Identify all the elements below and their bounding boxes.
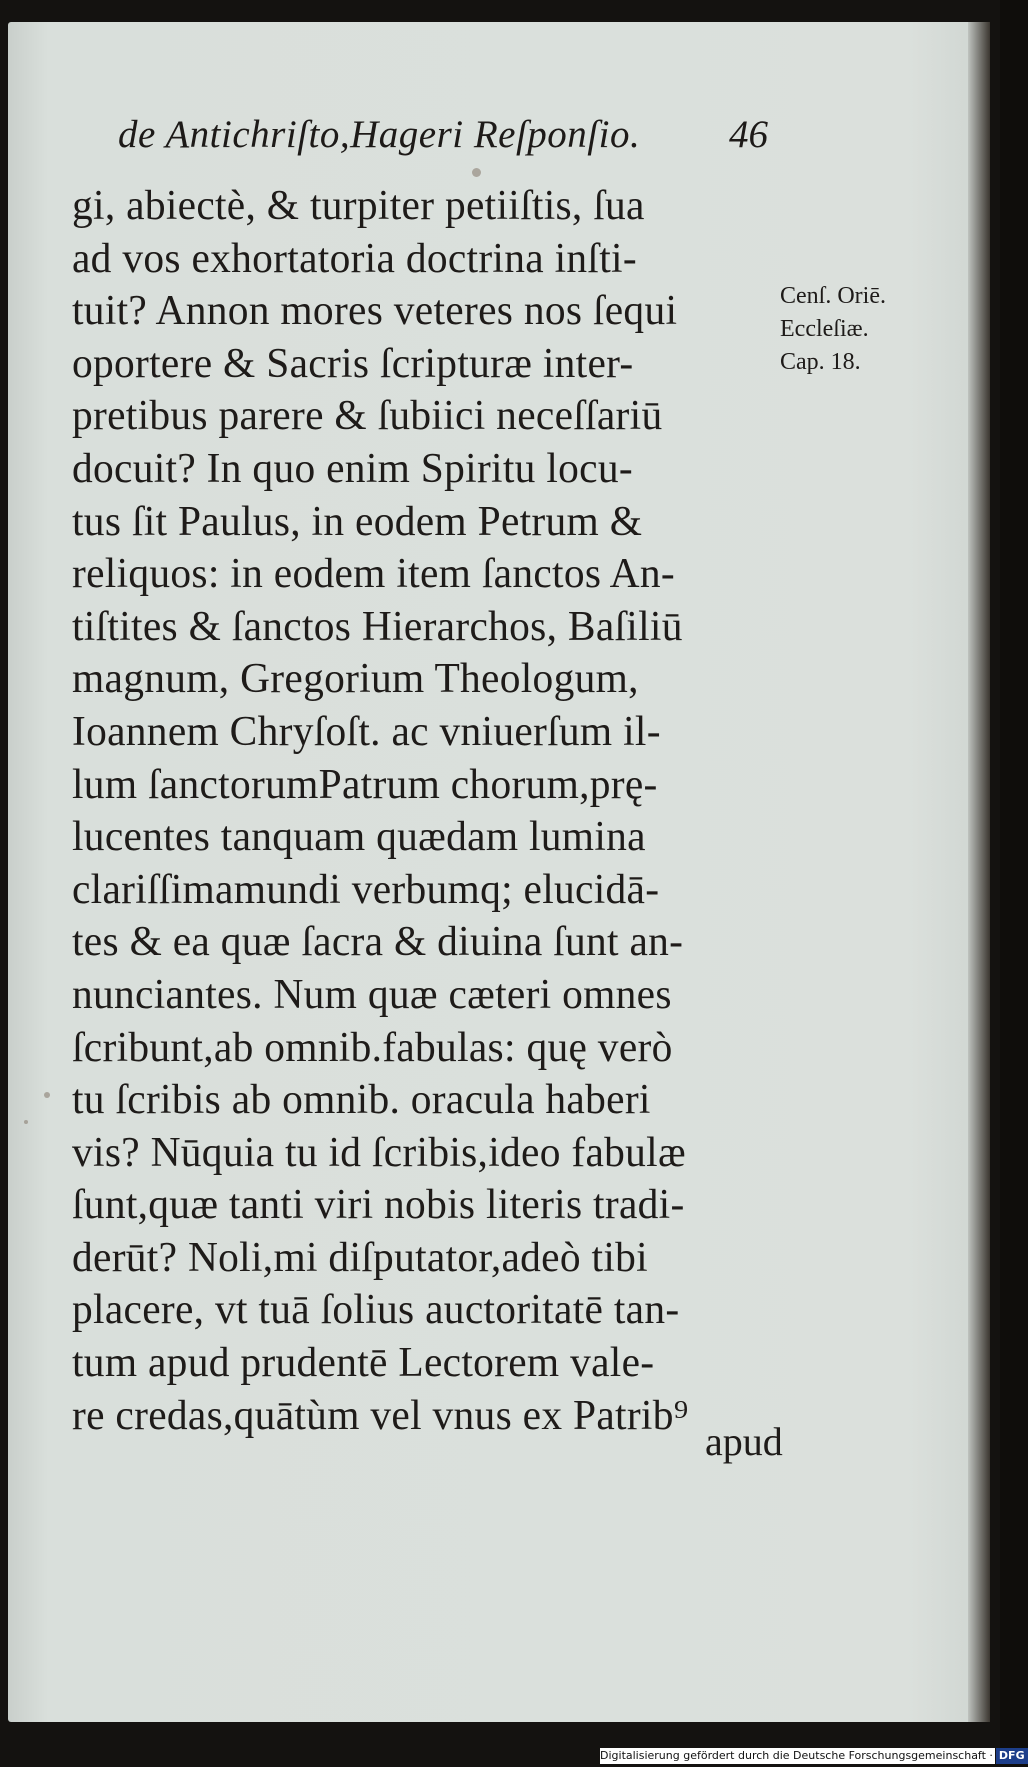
text-line: tus ſit Paulus, in eodem Petrum & [72,498,643,545]
marginal-line: Cenſ. Oriē. [780,283,886,309]
body-text [72,180,812,1442]
text-line: lum ſanctorumPatrum chorum,prę- [72,761,658,808]
text-line: vis? Nūquia tu id ſcribis,ideo fabulæ [72,1129,686,1176]
text-line: ſunt,quæ tanti viri nobis literis tradi- [72,1182,685,1229]
digitization-credit [600,1748,1025,1764]
running-head: de Antichriſto,Hageri Reſponſio. [118,113,641,156]
text-line: oportere & Sacris ſcripturæ inter- [72,340,634,387]
page-number: 46 [729,113,768,156]
page-header [118,112,768,172]
text-line: tuit? Annon mores veteres nos ſequi [72,288,678,335]
text-line: tu ſcribis ab omnib. oracula haberi [72,1077,651,1124]
catchword: apud [705,1419,783,1464]
text-line: tes & ea quæ ſacra & diuina ſunt an- [72,919,684,966]
text-line: lucentes tanquam quædam lumina [72,814,646,861]
paper-speck [44,1092,50,1098]
text-line: placere, vt tuā ſolius auctoritatē tan- [72,1287,680,1334]
text-line: re credas,quātùm vel vnus ex Patrib⁹ [72,1392,689,1439]
text-line: magnum, Gregorium Theologum, [72,656,639,703]
text-line: Ioannem Chryſoſt. ac vniuerſum il- [72,708,661,755]
paper-speck [472,168,481,177]
marginal-line: Cap. 18. [780,349,861,375]
text-line: ſcribunt,ab omnib.fabulas: quę verò [72,1024,673,1071]
text-line: gi, abiectè, & turpiter petiiſtis, ſua [72,183,645,229]
text-line: clariſſimamundi verbumq; elucidā- [72,866,660,913]
text-line: pretibus parere & ſubiici neceſſariū [72,393,663,440]
credit-text: Digitalisierung gefördert durch die Deutsche Forschungsgemeinschaft · [600,1749,993,1762]
dfg-logo: DFG [996,1748,1028,1764]
text-line: nunciantes. Num quæ cæteri omnes [72,971,672,1018]
paper-speck [24,1120,28,1124]
text-line: reliquos: in eodem item ſanctos An- [72,551,675,598]
marginal-line: Eccleſiæ. [780,316,869,342]
text-line: tum apud prudentē Lectorem vale- [72,1340,655,1387]
text-line: derūt? Noli,mi diſputator,adeò tibi [72,1234,648,1281]
text-line: tiſtites & ſanctos Hierarchos, Baſiliū [72,603,683,650]
text-line: docuit? In quo enim Spiritu locu- [72,445,633,492]
page-edge-shadow [968,22,990,1722]
text-line: ad vos exhortatoria doctrina inſti- [72,235,637,282]
